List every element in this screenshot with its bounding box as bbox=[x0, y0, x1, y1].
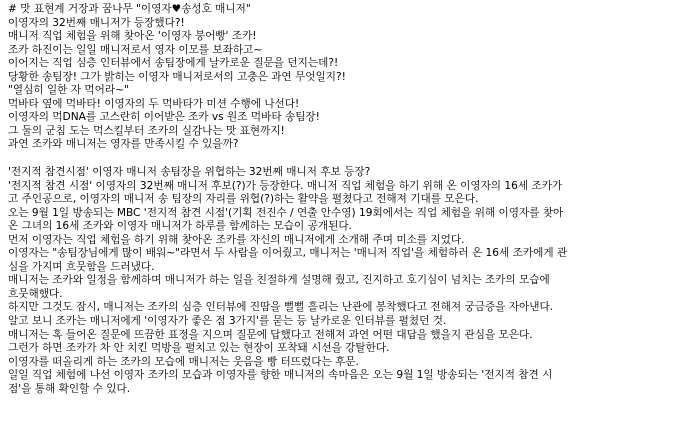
body-line: 이영자는 "송팀장님에게 많이 배워~"라면서 두 사람을 이어줬고, 매니저는 '매니저 직업'을 체험하러 온 16세 조카에게 관 bbox=[8, 247, 568, 260]
body-section bbox=[8, 166, 698, 396]
body-line: 하지만 그것도 잠시, 매니저는 조카의 심층 인터뷰에 진땀을 뻘뻘 흘리는 난관에 봉착했다고 전해져 궁금증을 자아낸다. bbox=[8, 301, 554, 314]
intro-line: 이영자의 먹DNA를 고스란히 이어받은 조카 vs 원조 먹바타 송팀장! bbox=[8, 111, 320, 124]
intro-line: "열심히 일한 자 먹어라~" bbox=[8, 84, 129, 97]
intro-line: 조카 하진이는 일일 매니저로서 영자 이모를 보좌하고~ bbox=[8, 43, 263, 56]
intro-line: 그 둘의 군침 도는 먹스킬부터 조카의 실감나는 맛 표현까지! bbox=[8, 124, 285, 137]
body-line: 점'을 통해 확인할 수 있다. bbox=[8, 382, 131, 395]
body-line: 매니저는 혹 들어온 질문에 뜨끔한 표정을 지으며 질문에 답했다고 전해져 과연 어떤 대답을 했을지 관심을 모은다. bbox=[8, 328, 533, 341]
body-line: 이영자를 떠올리게 하는 조카의 모습에 매니저는 웃음을 빵 터뜨렸다는 후문. bbox=[8, 355, 359, 368]
body-line: 매니저는 조카와 일정을 함께하며 매니저가 하는 일을 친절하게 설명해 줬고, 진지하고 호기심이 넘치는 조카의 모습에 bbox=[8, 274, 550, 287]
body-line: 흐뭇해했다. bbox=[8, 287, 63, 300]
paragraph-gap bbox=[8, 152, 698, 166]
body-line: '전지적 참견 시점' 이영자의 32번째 매니저 후보(?)가 등장한다. 매니저 직업 체험을 하기 위해 온 이영자의 16세 조카가 bbox=[8, 179, 563, 192]
intro-line: 이영자의 32번째 매니저가 등장했다?! bbox=[8, 16, 185, 29]
body-line: 일일 직업 체험에 나선 이영자 조카의 모습과 이영자를 향한 매니저의 속마음은 오는 9월 1일 방송되는 '전지적 참견 시 bbox=[8, 369, 553, 382]
article-title: '전지적 참견시점' 이영자 매니저 송팀장을 위협하는 32번째 매니저 후보 등장? bbox=[8, 166, 371, 179]
intro-line: 이어지는 직업 심층 인터뷰에서 송팀장에게 날카로운 질문을 던지는데?! bbox=[8, 57, 339, 70]
intro-line: 먹바타 옆에 먹바타! 이영자의 두 먹바타가 미션 수행에 나선다! bbox=[8, 97, 300, 110]
intro-line: 과연 조카와 매니저는 영자를 만족시킬 수 있을까? bbox=[8, 138, 239, 151]
intro-line: 당황한 송팀장! 그가 밝히는 이영자 매니저로서의 고충은 과연 무엇일지?! bbox=[8, 70, 346, 83]
body-line: 먼저 이영자는 직업 체험을 하기 위해 찾아온 조카를 자신의 매니저에게 소개해 주며 미소를 지었다. bbox=[8, 233, 465, 246]
intro-headline: # 맛 표현계 거장과 꿈나무 "이영자♥송성호 매니저" bbox=[8, 3, 251, 15]
article-document bbox=[8, 3, 698, 396]
intro-section bbox=[8, 3, 698, 152]
body-line: 심을 가지며 흐뭇함을 드러냈다. bbox=[8, 260, 155, 273]
body-line: 오는 9월 1일 방송되는 MBC '전지적 참견 시점'(기획 전진수 / 연출 안수영) 19회에서는 직업 체험을 위해 이영자를 찾아 bbox=[8, 206, 564, 219]
body-line: 온 그녀의 16세 조카와 이영자 매니저가 하루를 함께하는 모습이 공개된다. bbox=[8, 220, 352, 233]
intro-line: 매니저 직업 체험을 위해 찾아온 '이영자 붕어빵' 조카! bbox=[8, 30, 257, 43]
body-line: 알고 보니 조카는 매니저에게 '이영자가 좋은 점 3가지'를 묻는 등 날카로운 인터뷰를 펼쳤던 것. bbox=[8, 315, 447, 328]
body-line: 그런가 하면 조카가 차 안 치킨 먹방을 펼치고 있는 현장이 포착돼 시선을 강탈한다. bbox=[8, 342, 390, 355]
body-line: 고 주인공으로, 이영자의 매니저 송 팀장의 자리를 위협(?)하는 활약을 펼쳤다고 전해져 기대를 모은다. bbox=[8, 193, 479, 206]
